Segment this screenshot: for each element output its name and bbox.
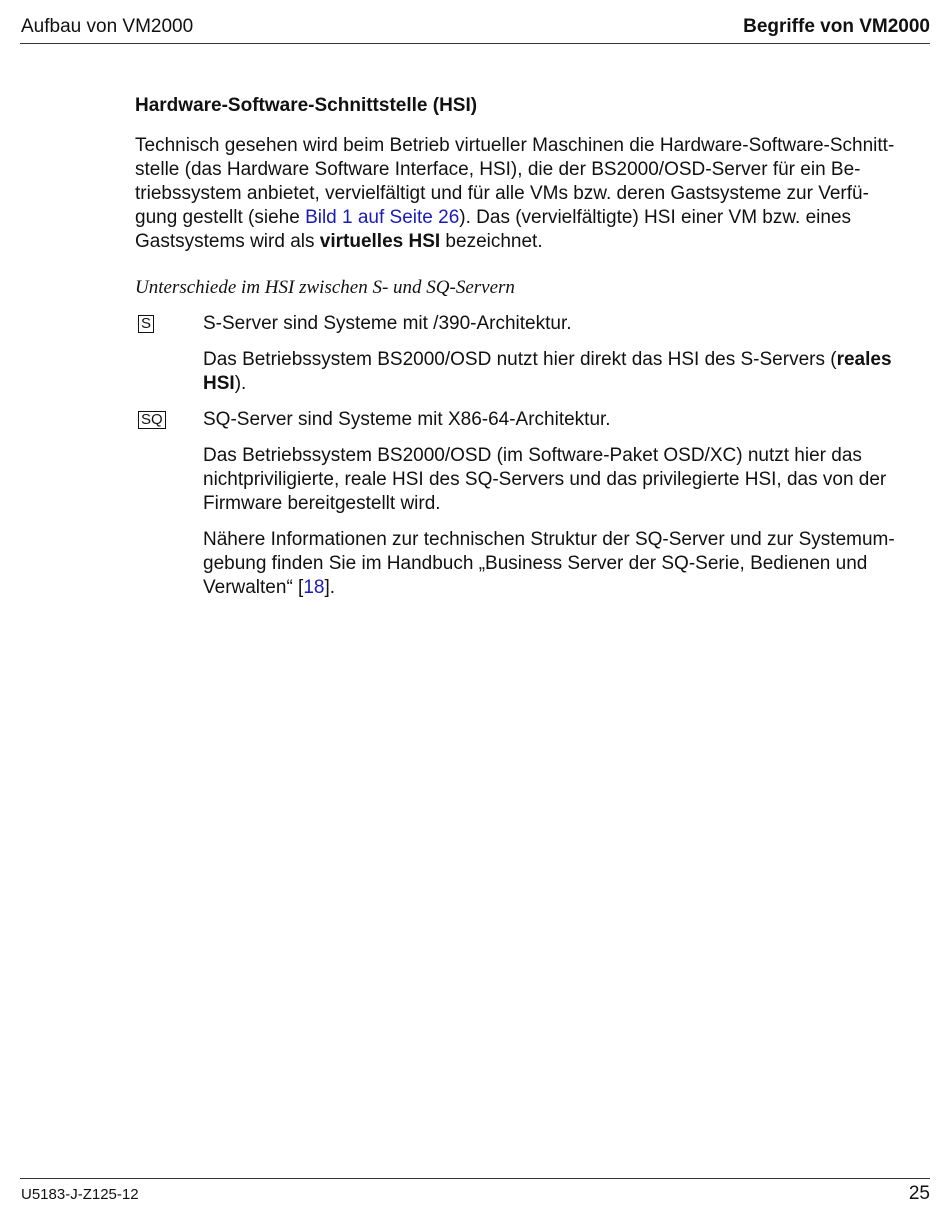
intro-line: stelle (das Hardware Software Interface, HSI), die der BS2000/OSD-Server für ein Be- [135, 159, 861, 180]
section-heading: Hardware-Software-Schnittstelle (HSI) [135, 95, 478, 116]
intro-text: ). Das (vervielfältigte) HSI einer VM bzw. eines [459, 207, 852, 228]
s-server-detail-line [203, 372, 930, 396]
intro-line: triebssystem anbietet, vervielfältigt und für alle VMs bzw. deren Gastsysteme zur Verfü- [135, 183, 869, 204]
s-server-detail-text: Das Betriebssystem BS2000/OSD nutzt hier direkt das HSI des S-Servers ( [203, 349, 837, 370]
page-number: 25 [908, 1183, 930, 1204]
s-server-item [135, 312, 930, 336]
intro-line [135, 206, 930, 230]
intro-text: gung gestellt (siehe [135, 207, 306, 228]
sq-server-info-line [203, 576, 930, 600]
term-reales: reales [836, 349, 892, 370]
sq-server-item [135, 408, 930, 432]
document-id: U5183-J-Z125-12 [21, 1186, 139, 1203]
figure-reference-link[interactable]: Bild 1 auf Seite 26 [305, 207, 460, 228]
s-server-line: S-Server sind Systeme mit /390-Architektur. [203, 313, 572, 334]
term-hsi: HSI [203, 373, 235, 394]
intro-line: Technisch gesehen wird beim Betrieb virtueller Maschinen die Hardware-Software-Schnitt- [135, 135, 895, 156]
sq-server-badge: SQ [138, 411, 166, 429]
intro-line [135, 230, 930, 254]
sq-server-info [135, 528, 930, 600]
sq-server-detail-line: Firmware bereitgestellt wird. [203, 493, 441, 514]
s-server-detail-line [203, 348, 930, 372]
page-content [135, 94, 930, 600]
header-chapter-title: Aufbau von VM2000 [21, 16, 194, 37]
intro-text: bezeichnet. [440, 231, 543, 252]
s-server-badge: S [138, 315, 154, 333]
sq-server-info-line: gebung finden Sie im Handbuch „Business Server der SQ-Serie, Bedienen und [203, 553, 868, 574]
sq-server-info-text: Verwalten“ [ [203, 577, 304, 598]
subheading: Unterschiede im HSI zwischen S- und SQ-Servern [135, 277, 515, 298]
sq-server-detail-line: nichtpriviligierte, reale HSI des SQ-Servers und das privilegierte HSI, das von der [203, 469, 887, 490]
sq-server-info-text: ]. [324, 577, 336, 598]
s-server-detail-text: ). [234, 373, 247, 394]
intro-text: Gastsystems wird als [135, 231, 320, 252]
sq-server-line: SQ-Server sind Systeme mit X86-64-Architektur. [203, 409, 611, 430]
header-section-title: Begriffe von VM2000 [743, 16, 930, 37]
sq-server-detail-line: Das Betriebssystem BS2000/OSD (im Software-Paket OSD/XC) nutzt hier das [203, 445, 862, 466]
intro-paragraph [135, 134, 930, 254]
s-server-detail [135, 348, 930, 396]
reference-18-link[interactable]: 18 [303, 577, 325, 598]
term-virtual-hsi: virtuelles HSI [319, 231, 441, 252]
page-header [20, 14, 930, 44]
sq-server-detail [135, 444, 930, 516]
page-footer [20, 1178, 930, 1204]
sq-server-info-line: Nähere Informationen zur technischen Struktur der SQ-Server und zur Systemum- [203, 529, 895, 550]
